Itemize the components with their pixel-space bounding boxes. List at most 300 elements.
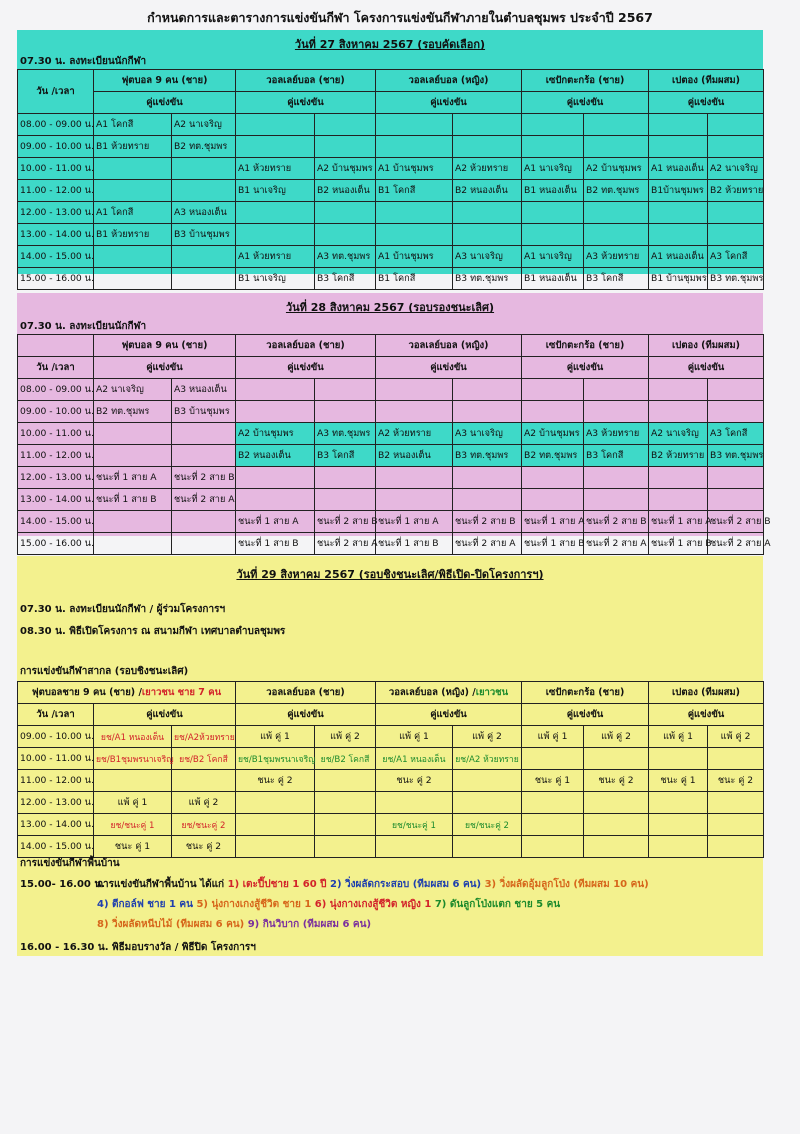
match-cell: B1บ้านชุมพร [649, 180, 708, 202]
match-cell: แพ้ คู่ 1 [236, 726, 315, 748]
match-cell [376, 136, 453, 158]
match-cell [315, 489, 376, 511]
table-row [18, 814, 764, 836]
time-slot-cell: 09.00 - 10.00 น. [18, 136, 94, 158]
sepak-header: เซปักตะกร้อ (ชาย) [522, 682, 649, 704]
match-cell: B2 ห้วยทราย [649, 445, 708, 467]
match-cell: ชนะที่ 1 สาย A [94, 467, 172, 489]
match-cell [708, 814, 764, 836]
match-cell: แพ้ คู่ 2 [172, 792, 236, 814]
match-cell: ชนะที่ 1 สาย A [376, 511, 453, 533]
match-cell [94, 533, 172, 555]
match-cell: B1 นาเจริญ [236, 268, 315, 290]
match-cell: B2 ทต.ชุมพร [584, 180, 649, 202]
folk-time: 15.00- 16.00 น. [20, 879, 106, 890]
match-cell [584, 379, 649, 401]
match-cell [522, 401, 584, 423]
time-slot-cell: 13.00 - 14.00 น. [18, 814, 94, 836]
match-cell [522, 489, 584, 511]
football-youth-header [18, 682, 236, 704]
match-cell [649, 136, 708, 158]
match-cell: ยช/ชนะคู่ 1 [94, 814, 172, 836]
match-cell [453, 379, 522, 401]
match-cell: ชนะที่ 1 สาย A [236, 511, 315, 533]
day1-table [17, 69, 764, 290]
match-cell [708, 836, 764, 858]
day3-rows [18, 726, 764, 858]
match-cell [236, 136, 315, 158]
match-cell: ยช/B1ชุมพรนาเจริญ [94, 748, 172, 770]
match-cell [453, 489, 522, 511]
match-cell: แพ้ คู่ 1 [94, 792, 172, 814]
time-slot-cell: 13.00 - 14.00 น. [18, 224, 94, 246]
match-cell: ชนะที่ 2 สาย A [172, 489, 236, 511]
match-cell [376, 792, 453, 814]
match-cell [315, 114, 376, 136]
time-slot-cell: 12.00 - 13.00 น. [18, 202, 94, 224]
volleyball-women-header: วอลเลย์บอล (หญิง) [376, 335, 522, 357]
match-cell [315, 770, 376, 792]
match-cell [584, 401, 649, 423]
opponents-header: คู่แข่งขัน [649, 704, 764, 726]
match-cell [649, 814, 708, 836]
match-cell: แพ้ คู่ 1 [376, 726, 453, 748]
time-slot-cell: 08.00 - 09.00 น. [18, 114, 94, 136]
match-cell: A2 นาเจริญ [708, 158, 764, 180]
match-cell [522, 748, 584, 770]
match-cell [584, 114, 649, 136]
match-cell: ชนะที่ 2 สาย B [315, 511, 376, 533]
match-cell: แพ้ คู่ 2 [315, 726, 376, 748]
match-cell [236, 202, 315, 224]
day2-registration: 07.30 น. ลงทะเบียนนักกีฬา [20, 321, 147, 332]
match-cell [376, 202, 453, 224]
day1-rows [18, 114, 764, 290]
time-slot-cell: 09.00 - 10.00 น. [18, 726, 94, 748]
day1-panel [17, 30, 764, 284]
opponents-header: คู่แข่งขัน [522, 357, 649, 379]
opponents-header: คู่แข่งขัน [522, 92, 649, 114]
folk-item: 6) นุ่งกางเกงสู้ชีวิต หญิง 1 [314, 899, 432, 910]
table-row [18, 748, 764, 770]
match-cell: ชนะ คู่ 2 [708, 770, 764, 792]
match-cell [584, 202, 649, 224]
table-row [18, 268, 764, 290]
match-cell [376, 467, 453, 489]
match-cell: ยช/ชนะคู่ 2 [453, 814, 522, 836]
match-cell: B1 นาเจริญ [236, 180, 315, 202]
volleyball-women-text: วอลเลย์บอล (หญิง) / [388, 687, 476, 698]
match-cell: B1 โคกสี [376, 180, 453, 202]
time-slot-cell: 15.00 - 16.00 น. [18, 533, 94, 555]
time-slot-cell: 11.00 - 12.00 น. [18, 770, 94, 792]
match-cell [453, 401, 522, 423]
match-cell: ชนะที่ 2 สาย A [315, 533, 376, 555]
match-cell [172, 511, 236, 533]
match-cell: A2 ห้วยทราย [453, 158, 522, 180]
match-cell: A1 โคกสี [94, 202, 172, 224]
match-cell: B3 โคกสี [315, 445, 376, 467]
match-cell: ยช/B2 โคกสี [315, 748, 376, 770]
match-cell [708, 224, 764, 246]
table-row [18, 114, 764, 136]
match-cell [708, 489, 764, 511]
table-row [18, 792, 764, 814]
match-cell [315, 814, 376, 836]
match-cell: B2 ทต.ชุมพร [522, 445, 584, 467]
match-cell: B2 ทต.ชุมพร [94, 401, 172, 423]
day2-table [17, 334, 771, 555]
match-cell: แพ้ คู่ 1 [649, 726, 708, 748]
time-slot-cell: 09.00 - 10.00 น. [18, 401, 94, 423]
match-cell [94, 268, 172, 290]
match-cell [94, 770, 172, 792]
match-cell [453, 136, 522, 158]
volleyball-men-header: วอลเลย์บอล (ชาย) [236, 335, 376, 357]
match-cell [584, 814, 649, 836]
match-cell: A2 บ้านชุมพร [236, 423, 315, 445]
match-cell: A1 บ้านชุมพร [376, 246, 453, 268]
match-cell: ชนะที่ 1 สาย B [649, 533, 708, 555]
day2-rows [18, 379, 771, 555]
match-cell: ยช/A1 หนองเต็น [376, 748, 453, 770]
match-cell: B2 หนองเต็น [453, 180, 522, 202]
table-row [18, 770, 764, 792]
match-cell: A1 โคกสี [94, 114, 172, 136]
match-cell: ยช/A2ห้วยทราย [172, 726, 236, 748]
match-cell: ยช/ชนะคู่ 2 [172, 814, 236, 836]
slot-header: วัน /เวลา [18, 70, 94, 114]
match-cell: B2 หนองเต็น [236, 445, 315, 467]
table-row [18, 511, 764, 533]
match-cell [94, 180, 172, 202]
match-cell [236, 836, 315, 858]
match-cell: B1 บ้านชุมพร [649, 268, 708, 290]
match-cell [315, 401, 376, 423]
match-cell: B3 ทต.ชุมพร [708, 445, 764, 467]
sepak-header: เซปักตะกร้อ (ชาย) [522, 335, 649, 357]
match-cell: แพ้ คู่ 2 [708, 726, 764, 748]
time-slot-cell: 14.00 - 15.00 น. [18, 246, 94, 268]
time-slot-cell: 15.00 - 16.00 น. [18, 268, 94, 290]
table-row [18, 423, 764, 445]
folk-line-1 [97, 877, 649, 892]
day1-heading: วันที่ 27 สิงหาคม 2567 (รอบคัดเลือก) [294, 38, 486, 51]
match-cell [172, 180, 236, 202]
day2-panel [17, 293, 771, 549]
match-cell: A3 ทต.ชุมพร [315, 423, 376, 445]
match-cell: A3 นาเจริญ [453, 246, 522, 268]
match-cell: A3 ทต.ชุมพร [315, 246, 376, 268]
match-cell: ชนะ คู่ 1 [94, 836, 172, 858]
match-cell: A3 ห้วยทราย [584, 246, 649, 268]
match-cell [172, 423, 236, 445]
match-cell: แพ้ คู่ 2 [453, 726, 522, 748]
folk-item: 9) กินวิบาก (ทีมผสม 6 คน) [247, 919, 372, 930]
youth-text: เยาวชน [475, 687, 509, 698]
folk-intro: การแข่งขันกีฬาพื้นบ้าน ได้แก่ [97, 879, 225, 890]
match-cell [236, 379, 315, 401]
match-cell [522, 379, 584, 401]
match-cell [94, 423, 172, 445]
match-cell: ชนะที่ 1 สาย A [649, 511, 708, 533]
match-cell: B3 ทต.ชุมพร [708, 268, 764, 290]
match-cell: A2 นาเจริญ [649, 423, 708, 445]
match-cell: A2 ห้วยทราย [376, 423, 453, 445]
table-row [18, 180, 764, 202]
match-cell: ยช/B2 โคกสี [172, 748, 236, 770]
match-cell: A3 ห้วยทราย [584, 423, 649, 445]
opponents-header: คู่แข่งขัน [522, 704, 649, 726]
match-cell: ยช/ชนะคู่ 1 [376, 814, 453, 836]
match-cell [522, 114, 584, 136]
match-cell [236, 401, 315, 423]
match-cell: B1 ห้วยทราย [94, 224, 172, 246]
match-cell: ชนะ คู่ 2 [376, 770, 453, 792]
match-cell [315, 224, 376, 246]
match-cell [584, 224, 649, 246]
match-cell [376, 401, 453, 423]
match-cell [236, 814, 315, 836]
match-cell [522, 836, 584, 858]
match-cell [584, 748, 649, 770]
match-cell [315, 792, 376, 814]
opponents-header: คู่แข่งขัน [649, 92, 764, 114]
match-cell: ยช/A1 หนองเต็น [94, 726, 172, 748]
match-cell [172, 533, 236, 555]
match-cell [649, 467, 708, 489]
match-cell: B3 โคกสี [584, 268, 649, 290]
match-cell: A3 หนองเต็น [172, 379, 236, 401]
table-row [18, 158, 764, 180]
match-cell: ชนะ คู่ 2 [584, 770, 649, 792]
match-cell: ชนะที่ 1 สาย B [236, 533, 315, 555]
match-cell [453, 770, 522, 792]
match-cell: A3 โคกสี [708, 423, 764, 445]
folk-item: 8) วิ่งผลัดหนีบไม้ (ทีมผสม 6 คน) [97, 919, 245, 930]
match-cell: A2 นาเจริญ [172, 114, 236, 136]
match-cell [94, 158, 172, 180]
time-slot-cell: 11.00 - 12.00 น. [18, 445, 94, 467]
match-cell [453, 467, 522, 489]
match-cell: ชนะ คู่ 2 [236, 770, 315, 792]
petanque-header: เปตอง (ทีมผสม) [649, 335, 764, 357]
opponents-header: คู่แข่งขัน [236, 92, 376, 114]
time-slot-cell: 10.00 - 11.00 น. [18, 158, 94, 180]
table-row [18, 136, 764, 158]
match-cell [376, 379, 453, 401]
match-cell: A2 บ้านชุมพร [584, 158, 649, 180]
match-cell [453, 202, 522, 224]
day3-intl-title: การแข่งขันกีฬาสากล (รอบชิงชนะเลิศ) [20, 666, 189, 677]
opponents-header: คู่แข่งขัน [649, 357, 764, 379]
time-slot-cell: 14.00 - 15.00 น. [18, 836, 94, 858]
match-cell: B1 โคกสี [376, 268, 453, 290]
opponents-header: คู่แข่งขัน [236, 704, 376, 726]
match-cell [522, 467, 584, 489]
match-cell [315, 467, 376, 489]
time-slot-cell: 10.00 - 11.00 น. [18, 423, 94, 445]
match-cell [522, 224, 584, 246]
match-cell [315, 836, 376, 858]
match-cell [584, 136, 649, 158]
match-cell: B3 โคกสี [315, 268, 376, 290]
match-cell: B1 หนองเต็น [522, 180, 584, 202]
match-cell: ยช/B1ชุมพรนาเจริญ [236, 748, 315, 770]
match-cell [376, 224, 453, 246]
match-cell [522, 202, 584, 224]
day3-opening: 08.30 น. พิธีเปิดโครงการ ณ สนามกีฬา เทศบาลตำบลชุมพร [20, 626, 286, 637]
match-cell: B2 ทต.ชุมพร [172, 136, 236, 158]
folk-item: 4) ตีกอล์ฟ ชาย 1 คน [97, 899, 193, 910]
match-cell: ชนะที่ 2 สาย A [708, 533, 764, 555]
match-cell [649, 836, 708, 858]
table-row [18, 467, 764, 489]
match-cell: B2 หนองเต็น [376, 445, 453, 467]
match-cell [649, 379, 708, 401]
match-cell [649, 202, 708, 224]
opponents-header: คู่แข่งขัน [376, 92, 522, 114]
match-cell [172, 770, 236, 792]
time-slot-cell: 10.00 - 11.00 น. [18, 748, 94, 770]
opponents-header: คู่แข่งขัน [236, 357, 376, 379]
slot-header: วัน /เวลา [18, 704, 94, 726]
match-cell [649, 401, 708, 423]
match-cell: A1 บ้านชุมพร [376, 158, 453, 180]
sepak-header: เซปักตะกร้อ (ชาย) [522, 70, 649, 92]
petanque-header: เปตอง (ทีมผสม) [649, 70, 764, 92]
day1-registration: 07.30 น. ลงทะเบียนนักกีฬา [20, 56, 147, 67]
football-header: ฟุตบอล 9 คน (ชาย) [94, 70, 236, 92]
match-cell [315, 379, 376, 401]
match-cell: A1 นาเจริญ [522, 158, 584, 180]
folk-line-3 [97, 917, 371, 932]
table-row [18, 489, 764, 511]
match-cell: A3 นาเจริญ [453, 423, 522, 445]
match-cell: A1 หนองเต็น [649, 158, 708, 180]
match-cell [172, 268, 236, 290]
match-cell: B3 ทต.ชุมพร [453, 268, 522, 290]
match-cell: A1 หนองเต็น [649, 246, 708, 268]
match-cell: ชนะที่ 2 สาย B [708, 511, 764, 533]
match-cell [649, 748, 708, 770]
day3-registration: 07.30 น. ลงทะเบียนนักกีฬา / ผู้ร่วมโครงการฯ [20, 604, 226, 615]
match-cell [708, 748, 764, 770]
folk-item: 1) เตะปี๊ปชาย 1 60 ปี [227, 879, 327, 890]
slot-header [18, 335, 94, 357]
match-cell [453, 792, 522, 814]
match-cell [522, 814, 584, 836]
match-cell: B3 บ้านชุมพร [172, 401, 236, 423]
match-cell [172, 445, 236, 467]
match-cell [236, 489, 315, 511]
table-row [18, 533, 764, 555]
match-cell: แพ้ คู่ 1 [522, 726, 584, 748]
match-cell [708, 792, 764, 814]
match-cell [522, 136, 584, 158]
match-cell [649, 224, 708, 246]
match-cell: B2 หนองเต็น [315, 180, 376, 202]
match-cell: แพ้ คู่ 2 [584, 726, 649, 748]
folk-item: 2) วิ่งผลัดกระสอบ (ทีมผสม 6 คน) [330, 879, 482, 890]
match-cell: A3 หนองเต็น [172, 202, 236, 224]
match-cell: ชนะที่ 2 สาย A [453, 533, 522, 555]
volleyball-women-header: วอลเลย์บอล (หญิง) [376, 70, 522, 92]
page-title: กำหนดการและตารางการแข่งขันกีฬา โครงการแข่งขันกีฬาภายในตำบลชุมพร ประจำปี 2567 [147, 10, 653, 25]
match-cell [708, 114, 764, 136]
table-row [18, 246, 764, 268]
folk-line-2 [97, 897, 560, 912]
day3-heading: วันที่ 29 สิงหาคม 2567 (รอบชิงชนะเลิศ/พิธีเปิด-ปิดโครงการฯ) [236, 568, 544, 581]
table-row [18, 224, 764, 246]
match-cell: B3 บ้านชุมพร [172, 224, 236, 246]
match-cell [649, 792, 708, 814]
match-cell [649, 114, 708, 136]
day3-panel [17, 556, 763, 956]
opponents-header: คู่แข่งขัน [94, 357, 236, 379]
match-cell [584, 836, 649, 858]
table-row [18, 445, 764, 467]
match-cell [94, 445, 172, 467]
match-cell: ชนะที่ 1 สาย B [522, 533, 584, 555]
match-cell [376, 489, 453, 511]
time-slot-cell: 12.00 - 13.00 น. [18, 467, 94, 489]
match-cell: ชนะที่ 2 สาย A [584, 533, 649, 555]
match-cell: ชนะที่ 2 สาย B [584, 511, 649, 533]
table-row [18, 401, 764, 423]
match-cell [94, 246, 172, 268]
match-cell [94, 511, 172, 533]
match-cell: B1 หนองเต็น [522, 268, 584, 290]
match-cell: A1 ห้วยทราย [236, 158, 315, 180]
match-cell [453, 114, 522, 136]
football-header-text: ฟุตบอลชาย 9 คน (ชาย) / [31, 687, 142, 698]
slot-header: วัน /เวลา [18, 357, 94, 379]
match-cell [376, 836, 453, 858]
match-cell [315, 136, 376, 158]
match-cell: ชนะ คู่ 1 [649, 770, 708, 792]
table-row [18, 202, 764, 224]
opponents-header: คู่แข่งขัน [94, 92, 236, 114]
match-cell: ชนะที่ 2 สาย B [453, 511, 522, 533]
match-cell: B1 ห้วยทราย [94, 136, 172, 158]
table-row [18, 726, 764, 748]
match-cell [584, 792, 649, 814]
match-cell: B3 โคกสี [584, 445, 649, 467]
match-cell: ชนะ คู่ 1 [522, 770, 584, 792]
opponents-header: คู่แข่งขัน [94, 704, 236, 726]
match-cell [236, 224, 315, 246]
match-cell [376, 114, 453, 136]
match-cell: ชนะ คู่ 2 [172, 836, 236, 858]
opponents-header: คู่แข่งขัน [376, 357, 522, 379]
closing-ceremony: 16.00 - 16.30 น. พิธีมอบรางวัล / พิธีปิด โครงการฯ [20, 942, 256, 953]
time-slot-cell: 08.00 - 09.00 น. [18, 379, 94, 401]
match-cell [649, 489, 708, 511]
match-cell [708, 401, 764, 423]
match-cell: ยช/A2 ห้วยทราย [453, 748, 522, 770]
table-row [18, 379, 764, 401]
match-cell: A2 บ้านชุมพร [522, 423, 584, 445]
match-cell: ชนะที่ 1 สาย B [94, 489, 172, 511]
match-cell: A1 นาเจริญ [522, 246, 584, 268]
match-cell [584, 467, 649, 489]
match-cell [453, 836, 522, 858]
youth-header-text: เยาวชน ชาย 7 คน [141, 687, 222, 698]
time-slot-cell: 12.00 - 13.00 น. [18, 792, 94, 814]
time-slot-cell: 14.00 - 15.00 น. [18, 511, 94, 533]
match-cell [236, 467, 315, 489]
